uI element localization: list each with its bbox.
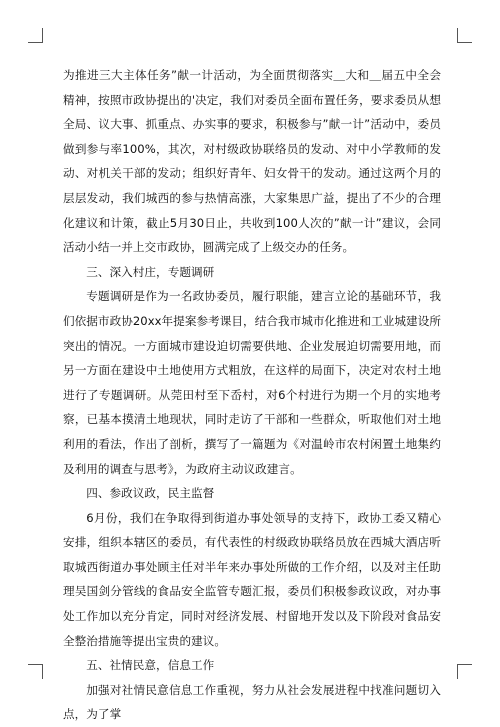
crop-mark-top-right: [457, 28, 472, 43]
crop-mark-top-left: [28, 28, 43, 43]
section-heading-4: 四、参政议政，民主监督: [86, 486, 215, 501]
crop-mark-bottom-right: [457, 664, 472, 679]
paragraph-continuation: 为推进三大主体任务”献一计活动，为全面贯彻落实＿大和＿届五中全会精神，按照市政协提出的'决定，我们对委员全面布置任务，要求委员从想全局、议大事、抓重点、办实事的要求，积极参与”献一计”活动中，委员做到参与率100%，其次，对村级政协联络员的发动、对中小学教师的发动、对机关干部的发动；组织好青年、妇女骨干的发动。通过这两个月的层层发动，我们城西的参与热情高涨，大家集思广益，提出了不少的合理化建议和计策，截止5月30日止，共收到100人次的”献一计”建议，会同活动小结一并上交市政协，圆满完成了上级交办的任务。: [63, 68, 441, 255]
paragraph-research: 专题调研是作为一名政协委员，履行职能，建言立论的基础环节，我们依据市政协20xx年提案参考课目，结合我市城市化推进和工业城建设所突出的情况。一方面城市建设迫切需要供地、企业发展迫切需要用地，而另一方面在建设中土地使用方式粗放，在这样的局面下，决定对农村土地进行了专题调研。从莞田村至下岙村，对6个村进行为期一个月的实地考察，已基本摸清土地现状，同时走访了干部和一些群众，听取他们对土地利用的看法，作出了剖析，撰写了一篇题为《对温岭市农村闲置土地集约及利用的调查与思考》，为政府主动议政建言。: [63, 289, 441, 476]
section-heading-5: 五、社情民意，信息工作: [86, 658, 215, 673]
crop-mark-bottom-left: [28, 664, 43, 679]
section-heading-3: 三、深入村庄，专题调研: [86, 264, 215, 279]
document-body: [63, 63, 441, 727]
paragraph-info-work: 加强对社情民意信息工作重视，努力从社会发展进程中找准问题切入点，为了掌: [63, 682, 441, 722]
paragraph-supervision: 6月份，我们在争取得到街道办事处领导的支持下，政协工委又精心安排，组织本辖区的委员，有代表性的村级政协联络员放在西城大酒店听取城西街道办事处顾主任对半年来办事处所做的工作介绍，以及对主任助理吴国剑分管线的食品安全监管专题汇报，委员们积极参政议政，对办事处工作加以充分肯定，同时对经济发展、村留地开发以及下阶段对食品安全整治措施等提出宝贵的建议。: [63, 510, 441, 648]
